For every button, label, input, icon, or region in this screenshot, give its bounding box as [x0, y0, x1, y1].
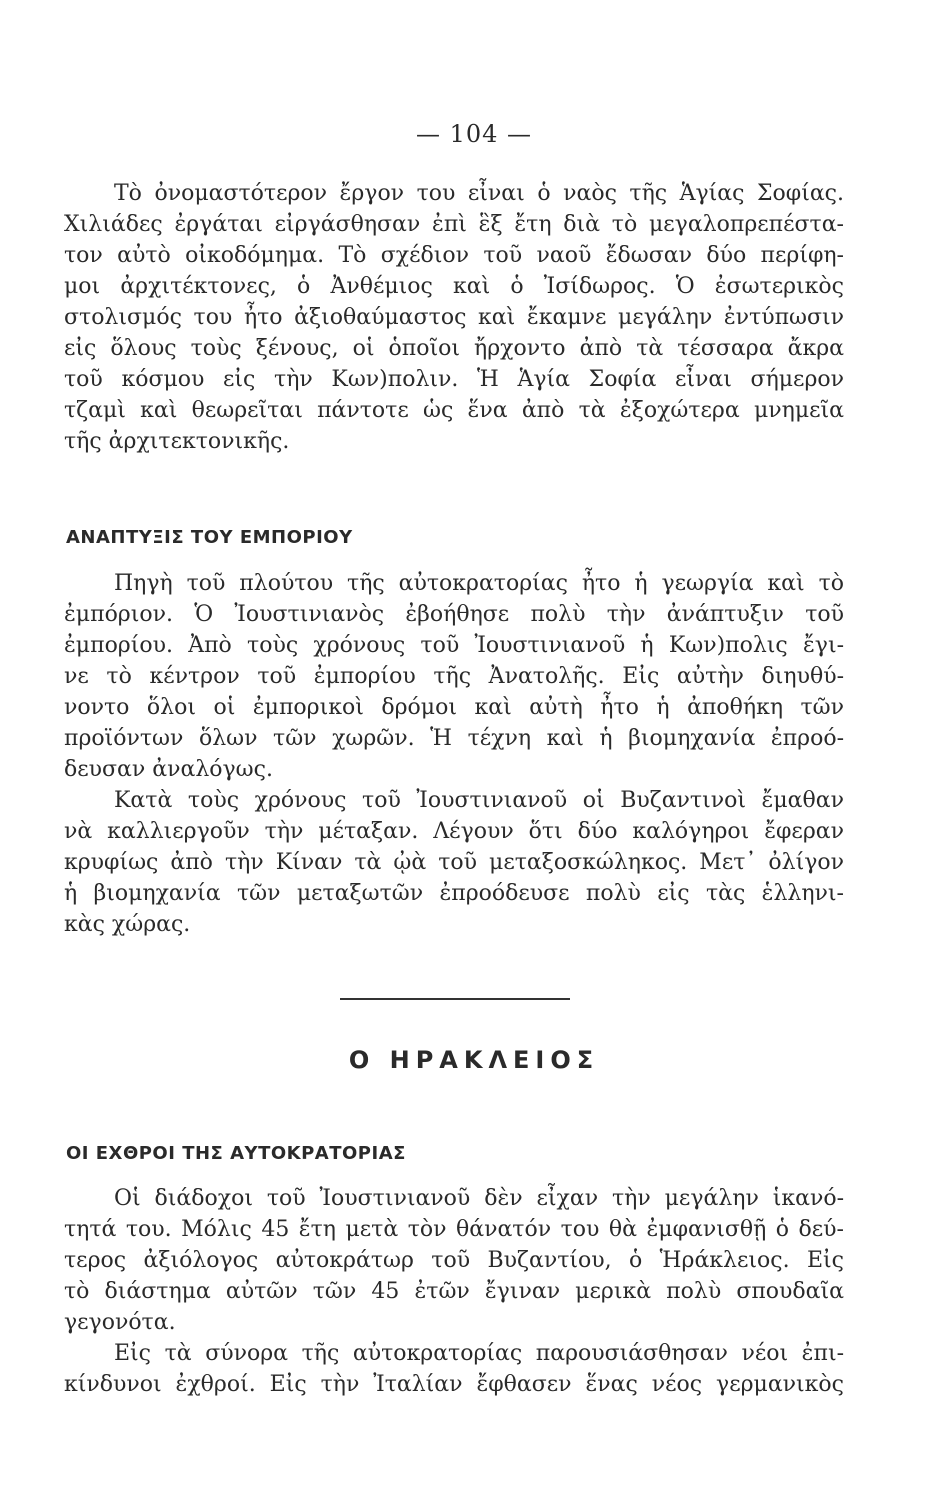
text-line: κίνδυνοι ἐχθροί. Εἰς τὴν Ἰταλίαν ἔφθασεν ἕνας νέος γερμανικὸς	[64, 1372, 844, 1397]
text-line: τοῦ κόσμου εἰς τὴν Κων)πολιν. Ἡ Ἁγία Σοφία εἶναι σήμερον	[64, 367, 844, 392]
text-line: Χιλιάδες ἐργάται εἰργάσθησαν ἐπὶ ἓξ ἔτη διὰ τὸ μεγαλοπρεπέστα-	[64, 212, 844, 237]
text-line: Οἱ διάδοχοι τοῦ Ἰουστινιανοῦ δὲν εἶχαν τὴν μεγάλην ἱκανό-	[114, 1186, 844, 1211]
text-line: Τὸ ὀνομαστότερον ἔργον του εἶναι ὁ ναὸς τῆς Ἁγίας Σοφίας.	[114, 181, 844, 206]
text-line: νὰ καλλιεργοῦν τὴν μέταξαν. Λέγουν ὅτι δύο καλόγηροι ἔφεραν	[64, 819, 844, 844]
text-line: ἐμπορίου. Ἀπὸ τοὺς χρόνους τοῦ Ἰουστινιανοῦ ἡ Κων)πολις ἔγι-	[64, 633, 844, 658]
text-line: τὸ διάστημα αὐτῶν τῶν 45 ἐτῶν ἔγιναν μερικὰ πολὺ σπουδαῖα	[64, 1279, 844, 1304]
text-line: Κατὰ τοὺς χρόνους τοῦ Ἰουστινιανοῦ οἱ Βυζαντινοὶ ἔμαθαν	[114, 788, 844, 813]
text-line: νοντο ὅλοι οἱ ἐμπορικοὶ δρόμοι καὶ αὐτὴ ἦτο ἡ ἀποθήκη τῶν	[64, 695, 844, 720]
text-line: κὰς χώρας.	[64, 912, 191, 937]
page-number: — 104 —	[415, 120, 533, 148]
text-line: ἐμπόριον. Ὁ Ἰουστινιανὸς ἐβοήθησε πολὺ τὴν ἀνάπτυξιν τοῦ	[64, 602, 844, 627]
text-line: προϊόντων ὅλων τῶν χωρῶν. Ἡ τέχνη καὶ ἡ βιομηχανία ἐπροό-	[64, 726, 844, 751]
text-line: στολισμός του ἦτο ἀξιοθαύμαστος καὶ ἔκαμνε μεγάλην ἐντύπωσιν	[64, 305, 844, 330]
text-line: μοι ἀρχιτέκτονες, ὁ Ἀνθέμιος καὶ ὁ Ἰσίδωρος. Ὁ ἐσωτερικὸς	[64, 274, 844, 299]
paragraph-enemies	[64, 1183, 844, 1400]
text-line: κρυφίως ἀπὸ τὴν Κίναν τὰ ᾠὰ τοῦ μεταξοσκώληκος. Μετ᾽ ὀλίγον	[64, 850, 844, 875]
text-line: γεγονότα.	[64, 1310, 176, 1335]
section-heading-commerce: ΑΝΑΠΤΥΞΙΣ ΤΟΥ ΕΜΠΟΡΙΟΥ	[66, 527, 353, 548]
text-line: Εἰς τὰ σύνορα τῆς αὐτοκρατορίας παρουσιάσθησαν νέοι ἐπι-	[114, 1341, 844, 1366]
text-line: τερος ἀξιόλογος αὐτοκράτωρ τοῦ Βυζαντίου, ὁ Ἡράκλειος. Εἰς	[64, 1248, 844, 1273]
text-line: τῆς ἀρχιτεκτονικῆς.	[64, 429, 290, 454]
chapter-title: Ο ΗΡΑΚΛΕΙΟΣ	[348, 1046, 600, 1074]
text-line: τητά του. Μόλις 45 ἔτη μετὰ τὸν θάνατόν του θὰ ἐμφανισθῇ ὁ δεύ-	[64, 1217, 844, 1242]
text-line: Πηγὴ τοῦ πλούτου τῆς αὐτοκρατορίας ἦτο ἡ γεωργία καὶ τὸ	[114, 571, 844, 596]
text-line: εἰς ὅλους τοὺς ξένους, οἱ ὁποῖοι ἤρχοντο ἀπὸ τὰ τέσσαρα ἄκρα	[64, 336, 844, 361]
section-heading-enemies: ΟΙ ΕΧΘΡΟΙ ΤΗΣ ΑΥΤΟΚΡΑΤΟΡΙΑΣ	[66, 1143, 406, 1164]
text-line: νε τὸ κέντρον τοῦ ἐμπορίου τῆς Ἀνατολῆς. Εἰς αὐτὴν διηυθύ-	[64, 664, 844, 689]
text-line: τον αὐτὸ οἰκοδόμημα. Τὸ σχέδιον τοῦ ναοῦ ἔδωσαν δύο περίφη-	[64, 243, 844, 268]
text-line: ἡ βιομηχανία τῶν μεταξωτῶν ἐπροόδευσε πολὺ εἰς τὰς ἑλληνι-	[64, 881, 844, 906]
paragraph-hagia-sophia	[64, 178, 844, 457]
text-line: τζαμὶ καὶ θεωρεῖται πάντοτε ὡς ἕνα ἀπὸ τὰ ἐξοχώτερα μνημεῖα	[64, 398, 844, 423]
paragraph-commerce	[64, 568, 844, 940]
text-line: δευσαν ἀναλόγως.	[64, 757, 273, 782]
section-divider	[340, 998, 570, 1000]
